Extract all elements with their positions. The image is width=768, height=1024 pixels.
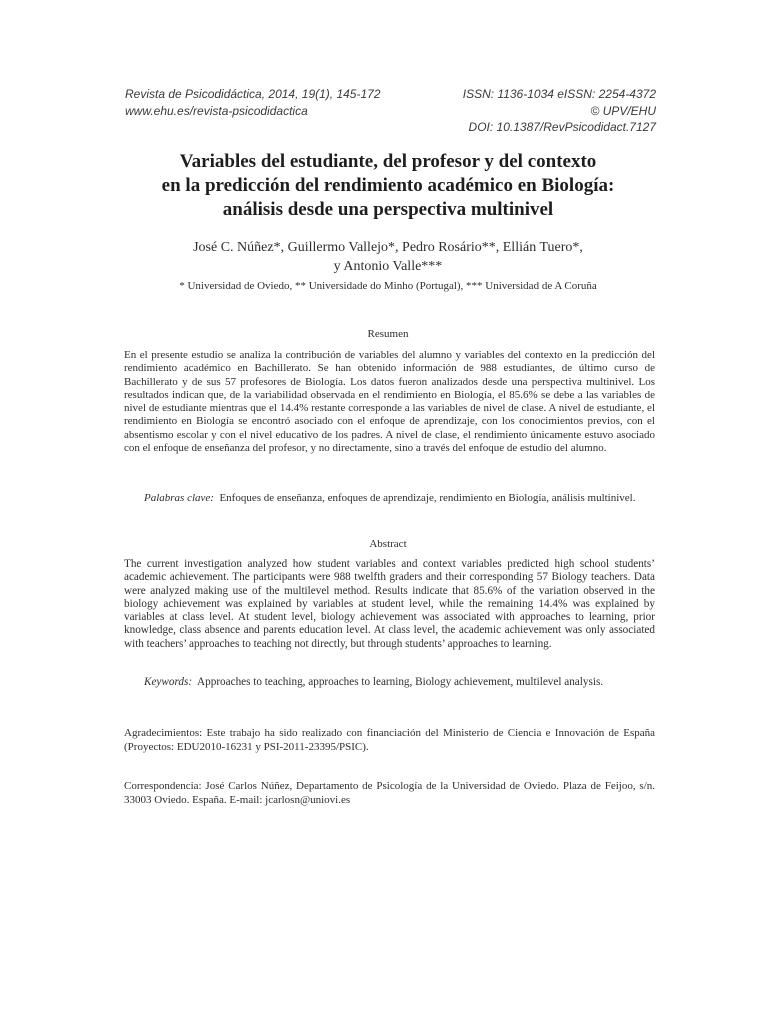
copyright: © UPV/EHU (590, 103, 656, 118)
authors (110, 238, 666, 276)
resumen-text: En el presente estudio se analiza la contribución de variables del alumno y variables del contexto en la predicción del rendimiento académico en Bachillerato. Se han obtenido información de 988 estudiantes, de último curso de Bachillerato y de sus 57 profesores de Biología. Los datos fueron analizados desde una perspectiva multinivel. Los resultados indican que, de la variabilidad observada en el rendimiento en Biología, el 85.6% se debe a las variables de nivel de estudiante mientras que el 14.4% restante corresponde a las variables de nivel de clase. A nivel de estudiante, el rendimiento en Biología se encontró asociado con el enfoque de aprendizaje, con los conocimientos previos, con el absentismo escolar y con el nivel educativo de los padres. A nivel de clase, el rendimiento únicamente estuvo asociado con el enfoque de enseñanza del profesor, y no directamente, sino a través del enfoque de estudio del alumno. (124, 349, 655, 455)
abstract-keywords (124, 676, 655, 689)
keywords-es: Enfoques de enseñanza, enfoques de aprendizaje, rendimiento en Biología, análisis multinivel. (219, 492, 636, 504)
journal-url: www.ehu.es/revista-psicodidactica (125, 103, 308, 118)
title-line-2: en la predicción del rendimiento académico en Biología: (161, 175, 615, 196)
correspondence: Correspondencia: José Carlos Núñez, Departamento de Psicología de la Universidad de Oviedo. Plaza de Feijoo, s/n. 33003 Oviedo. España. E-mail: jcarlosn@uniovi.es (124, 780, 655, 806)
journal-header-right (463, 86, 656, 136)
resumen-keywords (124, 492, 655, 505)
title-line-1: Variables del estudiante, del profesor y del contexto (179, 151, 597, 172)
keywords-en: Approaches to teaching, approaches to learning, Biology achievement, multilevel analysis. (197, 676, 604, 688)
title-line-3: análisis desde una perspectiva multinivel (222, 199, 554, 220)
acknowledgements: Agradecimientos: Este trabajo ha sido realizado con financiación del Ministerio de Ciencia e Innovación de España (Proyectos: EDU2010-16231 y PSI-2011-23395/PSIC). (124, 727, 655, 753)
abstract-text: The current investigation analyzed how student variables and context variables predicted high school students’ academic achievement. The participants were 988 twelfth graders and their corresponding 57 Biology teachers. Data were analyzed making use of the multilevel method. Results indicate that 85.6% of the variation observed in the biology achievement was explained by variables at student level, while the remaining 14.4% was explained by variables at class level. At student level, biology achievement was associated with approaches to learning, prior knowledge, class absence and parents education level. At class level, the academic achievement was only associated with teachers’ approaches to teaching not directly, but through students’ approaches to learning. (124, 558, 655, 650)
resumen-heading: Resumen (367, 328, 409, 340)
affiliations: * Universidad de Oviedo, ** Universidade do Minho (Portugal), *** Universidad de A Coruña (179, 280, 597, 292)
journal-header-left (125, 86, 381, 119)
keywords-label-es: Palabras clave: (144, 492, 214, 504)
abstract-heading: Abstract (369, 538, 407, 550)
keywords-label-en: Keywords: (144, 676, 193, 688)
paper-title (110, 150, 666, 222)
doi: DOI: 10.1387/RevPsicodidact.7127 (468, 120, 656, 134)
issn: ISSN: 1136-1034 eISSN: 2254-4372 (462, 87, 656, 101)
authors-line-2: y Antonio Valle*** (333, 259, 443, 274)
authors-line-1: José C. Núñez*, Guillermo Vallejo*, Pedro Rosário**, Ellián Tuero*, (193, 240, 583, 255)
journal-citation: Revista de Psicodidáctica, 2014, 19(1), 145-172 (125, 87, 381, 101)
